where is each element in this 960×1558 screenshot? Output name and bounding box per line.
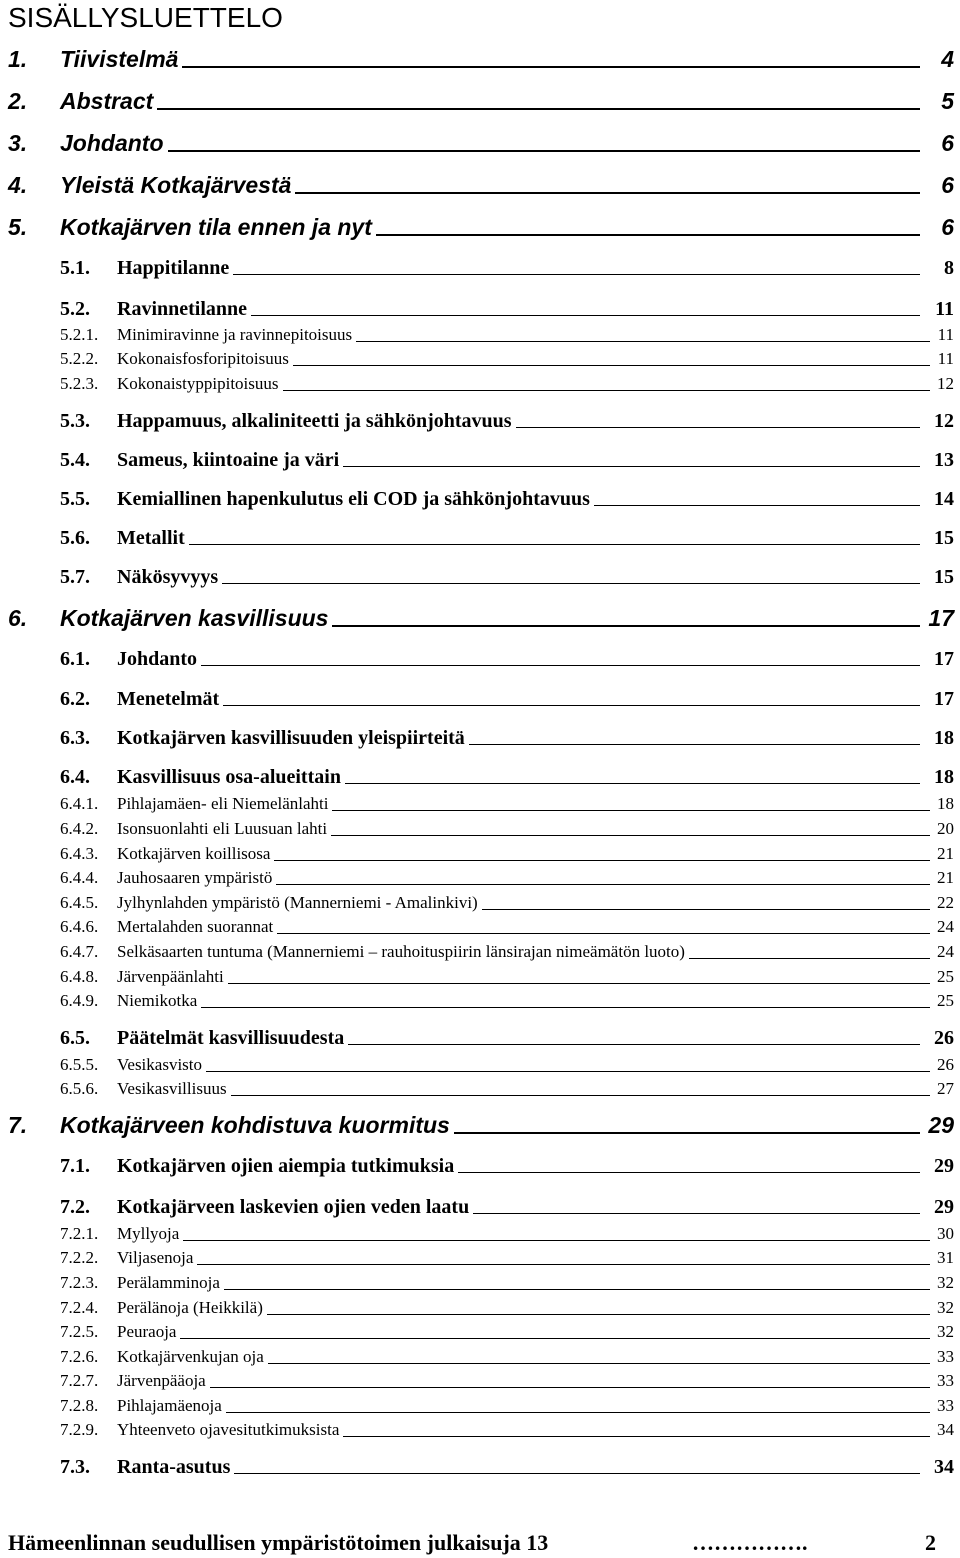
toc-entry[interactable] [0,1410,960,1440]
toc-entry-label: Metallit [117,527,185,549]
toc-leader-line [223,705,920,706]
toc-entry-label: Kotkajärven kasvillisuus [60,605,329,631]
toc-entry-number: 5.3. [60,410,90,432]
toc-entry-number: 7. [8,1112,28,1138]
toc-entry-label: Kotkajärveen kohdistuva kuormitus [60,1112,450,1138]
toc-entry-number: 6.1. [60,648,90,670]
toc-entry-number: 5.1. [60,257,90,279]
page-footer [0,1528,960,1558]
toc-entry-number: 6.5.6. [60,1079,99,1098]
toc-entry-page: 29 [934,1155,954,1177]
toc-entry[interactable] [0,250,960,280]
toc-entry-page: 25 [937,967,954,986]
footer-dots: ……………. [692,1530,808,1555]
toc-entry-number: 7.3. [60,1456,90,1478]
toc-entry[interactable] [0,1148,960,1178]
toc-entry-page: 33 [937,1371,954,1390]
toc-entry[interactable] [0,43,960,73]
toc-entry-page: 17 [934,688,954,710]
toc-entry-number: 5.5. [60,488,90,510]
toc-entry-number: 7.2.8. [60,1396,99,1415]
toc-leader-line [295,192,920,194]
toc-entry-label: Vesikasvillisuus [117,1079,227,1098]
toc-entry[interactable] [0,681,960,711]
toc-entry-page: 27 [937,1079,954,1098]
toc-entry-page: 26 [934,1027,954,1049]
toc-entry-number: 5.6. [60,527,90,549]
toc-entry-page: 17 [928,605,954,631]
toc-entry-label: Päätelmät kasvillisuudesta [117,1027,345,1049]
toc-entry-page: 31 [937,1248,954,1267]
toc-entry-page: 12 [937,374,954,393]
toc-leader-line [234,1473,920,1474]
toc-entry-page: 22 [937,893,954,912]
toc-entry-label: Menetelmät [117,688,220,710]
toc-entry-label: Peuraoja [117,1322,177,1341]
toc-entry-number: 6.4.8. [60,967,99,986]
toc-entry[interactable] [0,1109,960,1139]
toc-leader-line [182,66,920,68]
toc-leader-line [168,150,920,152]
toc-entry-page: 21 [937,844,954,863]
toc-entry-page: 33 [937,1347,954,1366]
footer-publication-text: Hämeenlinnan seudullisen ympäristötoimen julkaisuja 13 [8,1530,549,1555]
toc-entry-label: Johdanto [117,648,198,670]
toc-entry[interactable] [0,981,960,1011]
toc-entry-page: 4 [941,46,954,72]
toc-entry-number: 7.1. [60,1155,90,1177]
toc-entry-label: Perälänoja (Heikkilä) [117,1298,263,1317]
toc-leader-line [458,1172,920,1173]
toc-entry-number: 5.4. [60,449,90,471]
toc-entry-page: 18 [934,766,954,788]
toc-entry-page: 29 [928,1112,954,1138]
toc-entry-label: Ravinnetilanne [117,298,248,320]
toc-entry-label: Yhteenveto ojavesitutkimuksista [117,1420,340,1439]
toc-leader-line [332,625,920,627]
toc-entry-label: Kotkajärven tila ennen ja nyt [60,214,372,240]
toc-entry-page: 12 [934,410,954,432]
toc-entry-number: 7.2.7. [60,1371,99,1390]
toc-entry-page: 21 [937,868,954,887]
toc-entry-number: 6.4.5. [60,893,99,912]
toc-leader-line [189,544,920,545]
toc-entry-number: 6.5. [60,1027,90,1049]
toc-entry-label: Ranta-asutus [117,1456,231,1478]
toc-entry-number: 5.7. [60,566,90,588]
toc-entry-label: Näkösyvyys [117,566,219,588]
toc-entry[interactable] [0,169,960,199]
toc-entry-page: 24 [937,917,954,936]
toc-leader-line [516,427,920,428]
toc-entry-number: 6.4. [60,766,90,788]
toc-entry-page: 32 [937,1298,954,1317]
toc-entry-label: Yleistä Kotkajärvestä [60,172,292,198]
toc-entry-label: Sameus, kiintoaine ja väri [117,449,340,471]
toc-entry-page: 15 [934,566,954,588]
toc-entry[interactable] [0,127,960,157]
toc-entry-label: Järvenpääoja [117,1371,206,1390]
toc-leader-line [343,466,920,467]
toc-entry-label: Kokonaistyppipitoisuus [117,374,279,393]
toc-entry-page: 30 [937,1224,954,1243]
toc-entry-label: Kemiallinen hapenkulutus eli COD ja sähkönjohtavuus [117,488,590,510]
toc-entry-label: Johdanto [60,130,164,156]
toc-entry-page: 11 [937,349,954,368]
toc-entry-number: 7.2.6. [60,1347,99,1366]
toc-entry-label: Perälamminoja [117,1273,220,1292]
toc-entry-label: Mertalahden suorannat [117,917,274,936]
toc-entry-label: Pihlajamäenoja [117,1396,222,1415]
footer-page-number: 2 [925,1530,936,1555]
toc-entry-page: 14 [934,488,954,510]
toc-entry-label: Kokonaisfosforipitoisuus [117,349,289,368]
toc-entry[interactable] [0,559,960,589]
toc-entry-number: 6.4.4. [60,868,99,887]
toc-entry-page: 15 [934,527,954,549]
toc-leader-line [233,274,920,275]
toc-entry-number: 6.4.7. [60,942,99,961]
toc-entry-page: 29 [934,1196,954,1218]
toc-entry-label: Isonsuonlahti eli Luusuan lahti [117,819,328,838]
toc-entry-number: 7.2. [60,1196,90,1218]
page-title: SISÄLLYSLUETTELO [8,2,283,33]
toc-entry-label: Jauhosaaren ympäristö [117,868,273,887]
toc-entry-page: 18 [934,727,954,749]
toc-entry-page: 8 [944,257,954,279]
toc-entry-number: 6.4.9. [60,991,99,1010]
toc-entry-number: 6.2. [60,688,90,710]
toc-entry[interactable] [0,481,960,511]
toc-leader-line [469,744,920,745]
toc-entry-number: 7.2.5. [60,1322,99,1341]
toc-entry-number: 7.2.2. [60,1248,99,1267]
toc-entry-label: Viljasenoja [117,1248,194,1267]
toc-entry-page: 5 [941,88,954,114]
toc-entry[interactable] [0,442,960,472]
toc-entry[interactable] [0,1449,960,1479]
toc-entry-page: 25 [937,991,954,1010]
toc-entry-number: 5. [8,214,28,240]
toc-entry[interactable] [0,641,960,671]
toc-entry-number: 3. [8,130,28,156]
toc-entry-number: 1. [8,46,28,72]
toc-leader-line [283,390,930,391]
toc-entry-number: 5.2.2. [60,349,99,368]
toc-entry-number: 7.2.3. [60,1273,99,1292]
toc-entry-number: 7.2.1. [60,1224,99,1243]
toc-entry[interactable] [0,364,960,394]
toc-entry-page: 6 [941,214,954,240]
toc-leader-line [454,1132,920,1134]
toc-entry-number: 5.2.3. [60,374,99,393]
toc-entry-page: 32 [937,1322,954,1341]
toc-entry-number: 6.4.3. [60,844,99,863]
toc-entry-page: 34 [934,1456,954,1478]
toc-entry[interactable] [0,403,960,433]
toc-entry-page: 33 [937,1396,954,1415]
toc-entry-label: Kotkajärven kasvillisuuden yleispiirteitä [117,727,465,749]
toc-entry-number: 6. [8,605,28,631]
toc-entry-label: Myllyoja [117,1224,180,1243]
toc-leader-line [594,505,920,506]
toc-leader-line [201,665,920,666]
toc-entry-page: 32 [937,1273,954,1292]
toc-entry[interactable] [0,85,960,115]
toc-entry-number: 7.2.9. [60,1420,99,1439]
toc-entry-label: Tiivistelmä [60,46,179,72]
toc-entry-page: 24 [937,942,954,961]
toc-entry-label: Kotkajärveen laskevien ojien veden laatu [117,1196,470,1218]
toc-entry-number: 6.4.1. [60,794,99,813]
toc-entry-label: Kotkajärven koillisosa [117,844,271,863]
toc-entry-label: Kotkajärvenkujan oja [117,1347,264,1366]
toc-entry-page: 26 [937,1055,954,1074]
toc-entry-label: Niemikotka [117,991,198,1010]
toc-entry-page: 11 [937,325,954,344]
toc-entry-number: 5.2.1. [60,325,99,344]
toc-entry-number: 6.4.2. [60,819,99,838]
toc-entry-number: 7.2.4. [60,1298,99,1317]
toc-entry-page: 11 [935,298,954,320]
toc-entry[interactable] [0,602,960,632]
toc-entry[interactable] [0,520,960,550]
toc-entry-page: 18 [937,794,954,813]
toc-leader-line [231,1095,930,1096]
toc-entry-label: Jylhynlahden ympäristö (Mannerniemi - Amalinkivi) [117,893,478,912]
toc-entry[interactable] [0,720,960,750]
toc-entry-page: 17 [934,648,954,670]
toc-entry-label: Abstract [60,88,154,114]
toc-entry-number: 2. [8,88,28,114]
toc-entry-number: 6.5.5. [60,1055,99,1074]
toc-entry-page: 20 [937,819,954,838]
toc-entry-page: 34 [937,1420,954,1439]
toc-entry-label: Happamuus, alkaliniteetti ja sähkönjohtavuus [117,410,512,432]
toc-entry-number: 5.2. [60,298,90,320]
toc-entry-label: Kotkajärven ojien aiempia tutkimuksia [117,1155,455,1177]
toc-entry-page: 13 [934,449,954,471]
toc-entry-page: 6 [941,130,954,156]
toc-entry[interactable] [0,211,960,241]
toc-entry-label: Minimiravinne ja ravinnepitoisuus [117,325,353,344]
toc-entry-label: Kasvillisuus osa-alueittain [117,766,341,788]
toc-entry-label: Pihlajamäen- eli Niemelänlahti [117,794,329,813]
toc-entry-number: 6.4.6. [60,917,99,936]
toc-entry-page: 6 [941,172,954,198]
toc-leader-line [157,108,920,110]
toc-leader-line [201,1007,930,1008]
toc-entry-label: Järvenpäänlahti [117,967,224,986]
toc-entry-label: Selkäsaarten tuntuma (Mannerniemi – rauhoituspiirin länsirajan nimeämätön luoto) [117,942,685,961]
toc-leader-line [376,234,920,236]
toc-entry-label: Vesikasvisto [117,1055,202,1074]
toc-leader-line [222,583,920,584]
toc-leader-line [343,1436,930,1437]
toc-entry-number: 4. [8,172,28,198]
toc-entry-number: 6.3. [60,727,90,749]
toc-entry-label: Happitilanne [117,257,230,279]
toc-entry[interactable] [0,1069,960,1099]
